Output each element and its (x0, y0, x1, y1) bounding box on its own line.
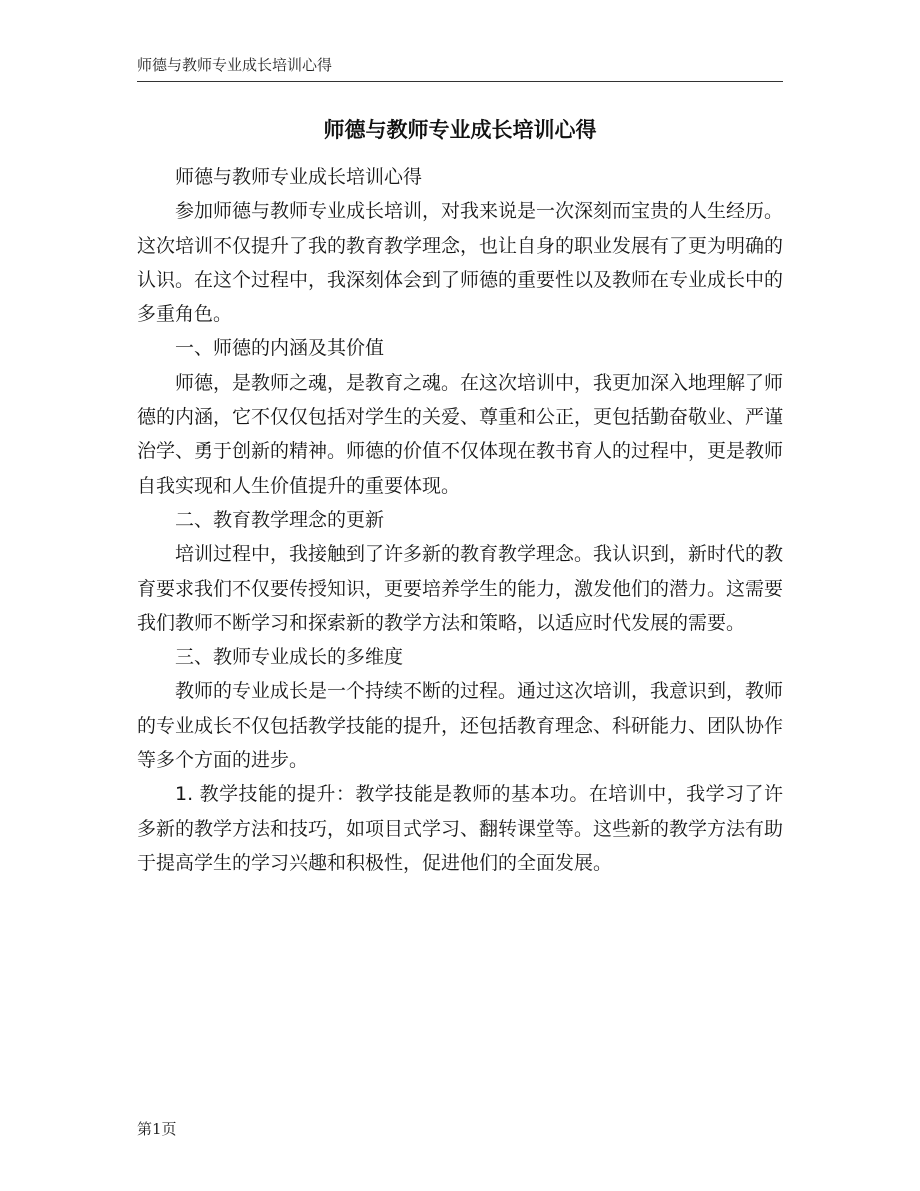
header-divider (137, 81, 783, 82)
paragraph-list-item-1: 1. 教学技能的提升：教学技能是教师的基本功。在培训中，我学习了许多新的教学方法和技巧，如项目式学习、翻转课堂等。这些新的教学方法有助于提高学生的学习兴趣和积极性，促进他们的全面发展。 (137, 783, 784, 874)
document-title: 师德与教师专业成长培训心得 (323, 118, 597, 142)
paragraph-intro: 参加师德与教师专业成长培训，对我来说是一次深刻而宝贵的人生经历。这次培训不仅提升了我的教育教学理念，也让自身的职业发展有了更为明确的认识。在这个过程中，我深刻体会到了师德的重要性以及教师在专业成长中的多重角色。 (137, 200, 784, 326)
paragraph-section-1: 师德，是教师之魂，是教育之魂。在这次培训中，我更加深入地理解了师德的内涵，它不仅仅包括对学生的关爱、尊重和公正，更包括勤奋敬业、严谨治学、勇于创新的精神。师德的价值不仅体现在教书育人的过程中，更是教师自我实现和人生价值提升的重要体现。 (137, 371, 784, 497)
document-body (137, 160, 783, 880)
running-header: 师德与教师专业成长培训心得 (137, 56, 333, 74)
paragraph-section-2: 培训过程中，我接触到了许多新的教育教学理念。我认识到，新时代的教育要求我们不仅要传授知识，更要培养学生的能力，激发他们的潜力。这需要我们教师不断学习和探索新的教学方法和策略，以适应时代发展的需要。 (137, 543, 784, 634)
section-heading-1: 一、师德的内涵及其价值 (175, 337, 385, 360)
section-heading-3: 三、教师专业成长的多维度 (175, 646, 404, 669)
paragraph-subtitle: 师德与教师专业成长培训心得 (175, 166, 423, 188)
page-number: 第1页 (137, 1120, 177, 1138)
section-heading-2: 二、教育教学理念的更新 (175, 508, 385, 531)
paragraph-section-3: 教师的专业成长是一个持续不断的过程。通过这次培训，我意识到，教师的专业成长不仅包括教学技能的提升，还包括教育理念、科研能力、团队协作等多个方面的进步。 (137, 680, 784, 772)
